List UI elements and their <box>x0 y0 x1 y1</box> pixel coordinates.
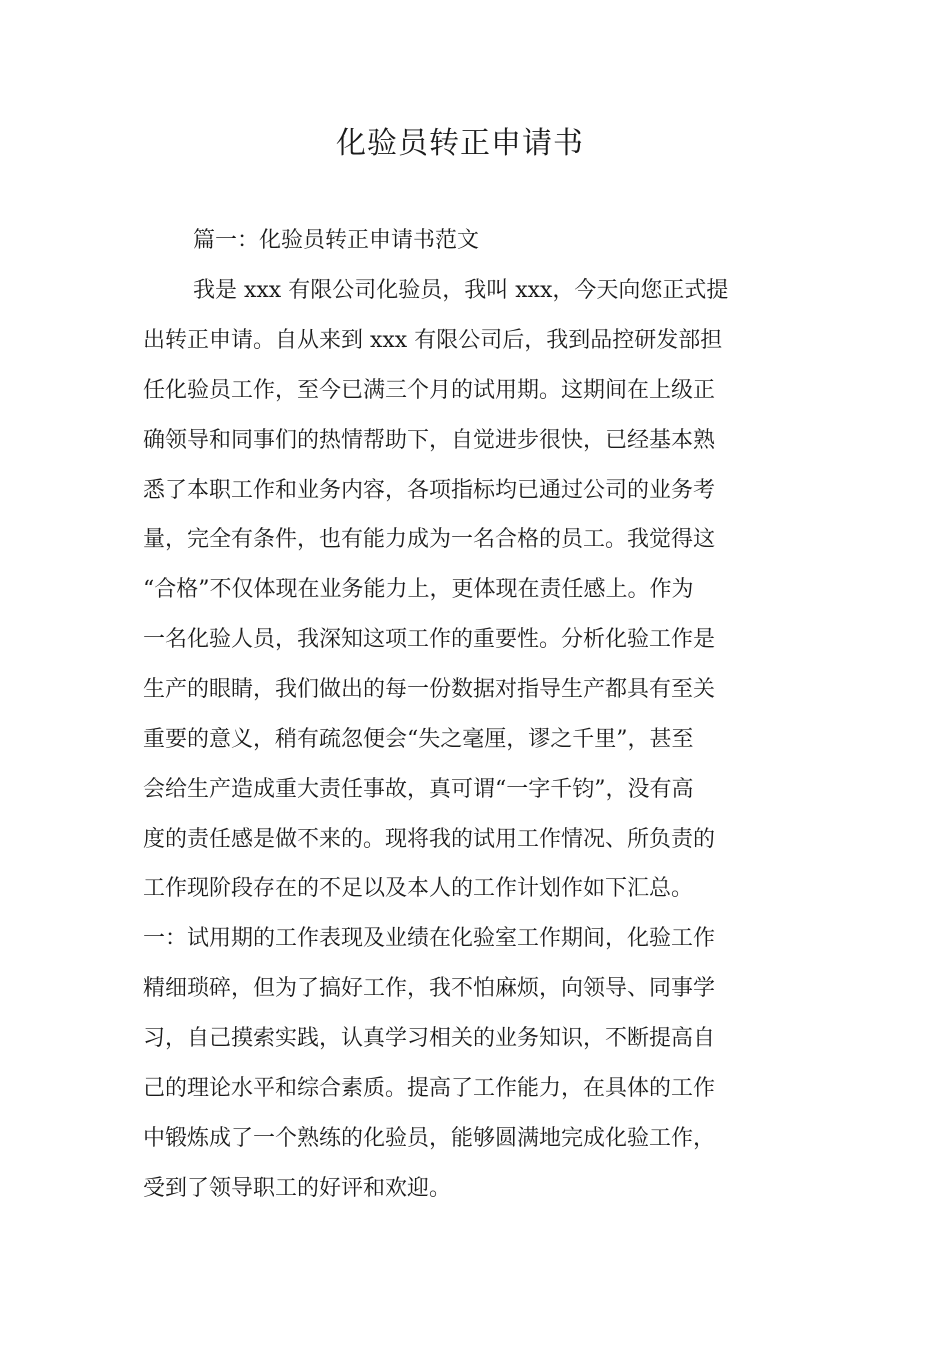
paragraph-line: 任化验员工作，至今已满三个月的试用期。这期间在上级正 <box>143 378 716 403</box>
paragraph-line: 一：试用期的工作表现及业绩在化验室工作期间，化验工作 <box>143 926 716 951</box>
paragraph-line: 己的理论水平和综合素质。提高了工作能力，在具体的工作 <box>143 1076 716 1101</box>
paragraph-line: 我是 xxx 有限公司化验员，我叫 xxx，今天向您正式提 <box>193 278 729 303</box>
paragraph-line: 受到了领导职工的好评和欢迎。 <box>143 1176 452 1201</box>
paragraph-line: 工作现阶段存在的不足以及本人的工作计划作如下汇总。 <box>143 876 694 901</box>
paragraph-line: 出转正申请。自从来到 xxx 有限公司后，我到品控研发部担 <box>143 328 723 353</box>
paragraph-line: 重要的意义，稍有疏忽便会“失之毫厘，谬之千里”，甚至 <box>143 727 694 752</box>
paragraph-line: 确领导和同事们的热情帮助下，自觉进步很快，已经基本熟 <box>143 428 716 453</box>
paragraph-line: “合格”不仅体现在业务能力上，更体现在责任感上。作为 <box>143 577 694 602</box>
paragraph-line: 会给生产造成重大责任事故，真可谓“一字千钧”，没有高 <box>143 777 694 802</box>
document-title: 化验员转正申请书 <box>336 126 584 161</box>
paragraph-line: 度的责任感是做不来的。现将我的试用工作情况、所负责的 <box>143 827 716 852</box>
section-heading: 篇一：化验员转正申请书范文 <box>193 228 480 253</box>
paragraph-line: 悉了本职工作和业务内容，各项指标均已通过公司的业务考 <box>143 478 716 503</box>
paragraph-line: 中锻炼成了一个熟练的化验员，能够圆满地完成化验工作， <box>143 1126 716 1151</box>
paragraph-line: 精细琐碎，但为了搞好工作，我不怕麻烦，向领导、同事学 <box>143 976 716 1001</box>
paragraph-line: 习，自己摸索实践，认真学习相关的业务知识，不断提高自 <box>143 1026 716 1051</box>
paragraph-line: 量，完全有条件，也有能力成为一名合格的员工。我觉得这 <box>143 527 716 552</box>
paragraph-line: 一名化验人员，我深知这项工作的重要性。分析化验工作是 <box>143 627 716 652</box>
paragraph-line: 生产的眼睛，我们做出的每一份数据对指导生产都具有至关 <box>143 677 716 702</box>
